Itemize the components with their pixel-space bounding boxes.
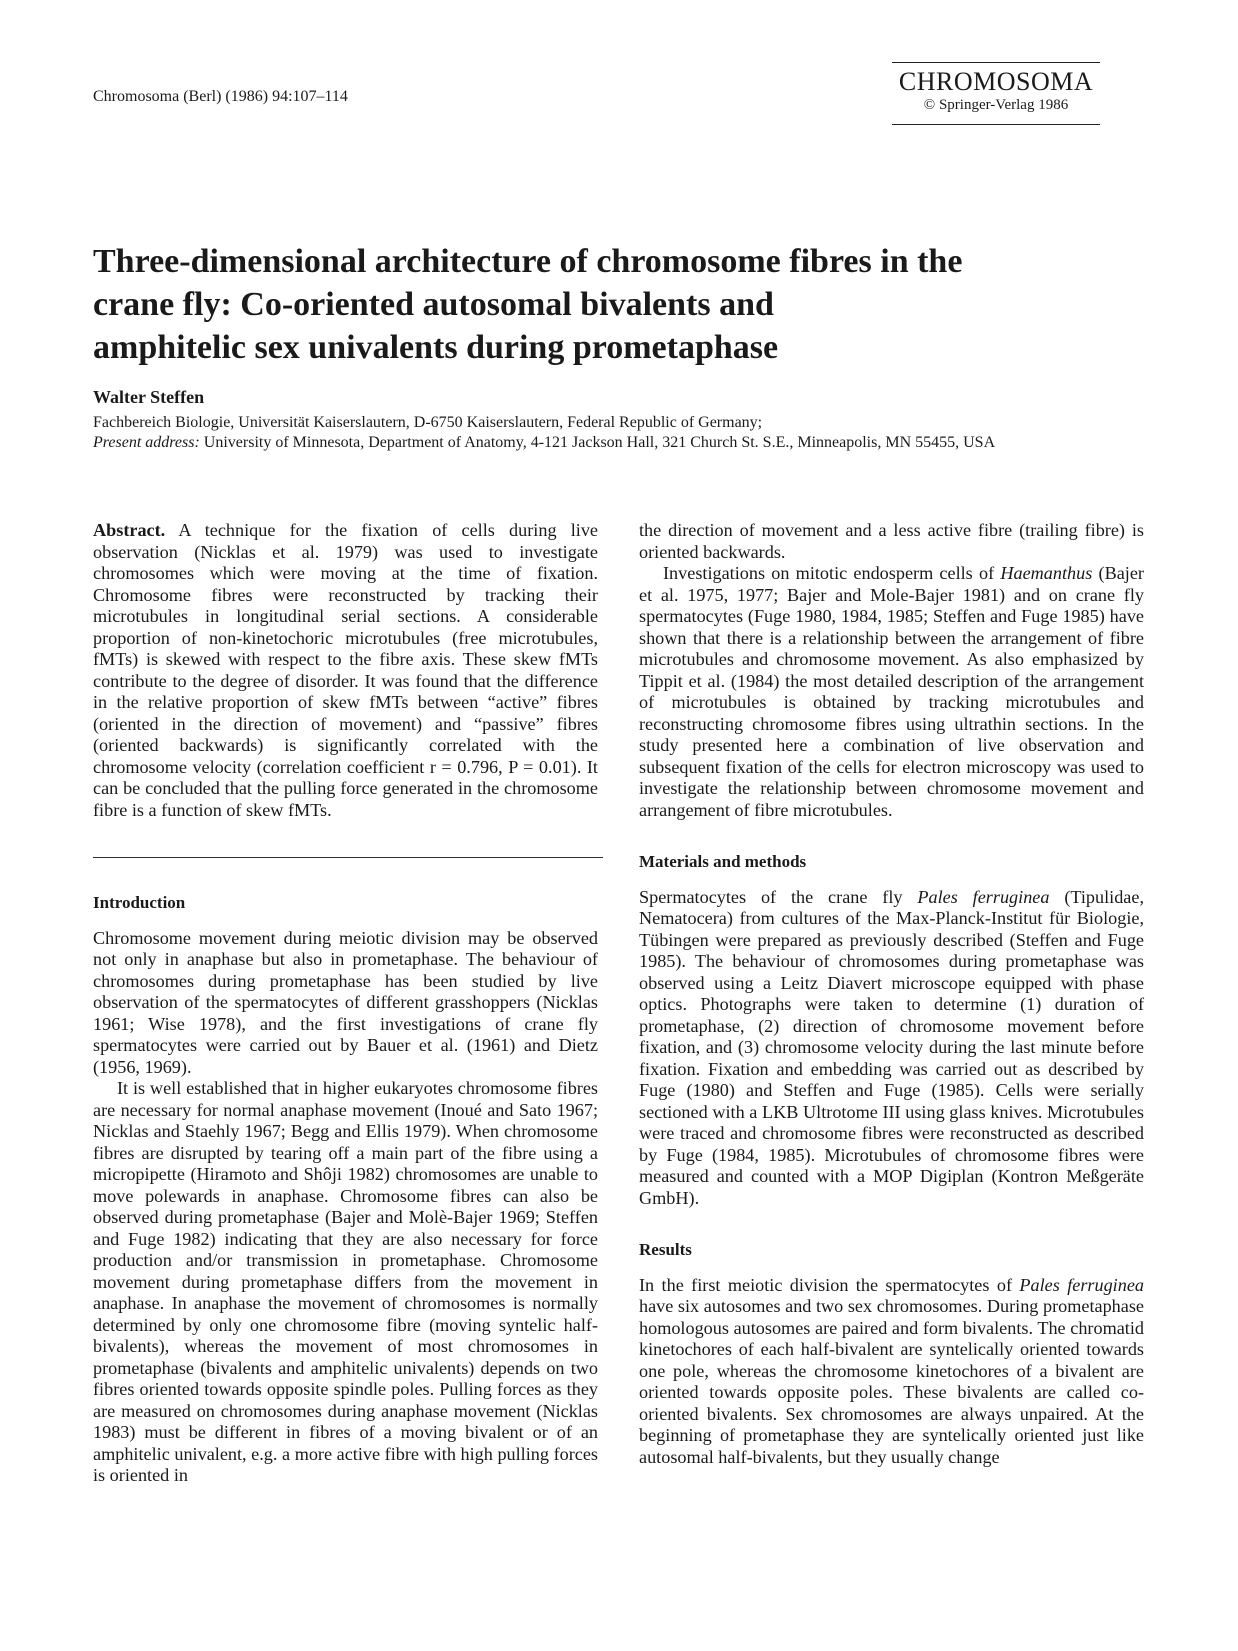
methods-text-a: Spermatocytes of the crane fly xyxy=(639,886,918,907)
title-line-3: amphitelic sex univalents during prometaphase xyxy=(93,329,779,366)
present-address-text: University of Minnesota, Department of Anatomy, 4-121 Jackson Hall, 321 Church St. S.E., Minneapolis, MN 55455, USA xyxy=(199,434,996,451)
methods-text-b: (Tipulidae, Nematocera) from cultures of the Max-Planck-Institut für Biologie, Tübingen were prepared as previously described (Steffen and Fuge 1985). The behaviour of chromosomes during prometaphase was observed using a Leitz Diavert microscope equipped with phase optics. Photographs were taken to determine (1) duration of prometaphase, (2) direction of chromosome movement before fixation, and (3) chromosome velocity during the last minute before fixation. Fixation and embedding was carried out as described by Fuge (1980) and Steffen and Fuge (1985). Cells were serially sectioned with a LKB Ultrotome III using glass knives. Microtubules were traced and chromosome fibres were reconstructed as described by Fuge (1984, 1985). Microtubules of chromosome fibres were measured and counted with a MOP Digiplan (Kontron Meßgeräte GmbH). xyxy=(639,886,1144,1208)
article-title xyxy=(93,240,1093,369)
title-line-2: crane fly: Co-oriented autosomal bivalents and xyxy=(93,286,774,323)
journal-reference: Chromosoma (Berl) (1986) 94:107–114 xyxy=(93,88,348,105)
results-paragraph xyxy=(639,1275,1144,1469)
introduction-paragraph-1: Chromosome movement during meiotic division may be observed not only in anaphase but also in prometaphase. The behaviour of chromosomes during prometaphase has been studied by live observation of the spermatocytes of different grasshoppers (Nicklas 1961; Wise 1978), and the first investigations of crane fly spermatocytes were carried out by Bauer et al. (1961) and Dietz (1956, 1969). xyxy=(93,927,598,1077)
journal-brand xyxy=(892,62,1100,125)
introduction-paragraph-2-continued: the direction of movement and a less active fibre (trailing fibre) is oriented backwards. xyxy=(639,520,1144,562)
abstract-divider xyxy=(93,857,603,858)
author-affiliation xyxy=(93,413,1153,453)
abstract-text: A technique for the fixation of cells during live observation (Nicklas et al. 1979) was used to investigate chromosomes which were moving at the time of fixation. Chromosome fibres were reconstructed by tracking their microtubules in longitudinal serial sections. A considerable proportion of non-kinetochoric microtubules (free microtubules, fMTs) is skewed with respect to the fibre axis. These skew fMTs contribute to the degree of disorder. It was found that the difference in the relative proportion of skew fMTs between “active” fibres (oriented in the direction of movement) and “passive” fibres (oriented backwards) is significantly correlated with the chromosome velocity (correlation coefficient r = 0.796, P = 0.01). It can be concluded that the pulling force generated in the chromosome fibre is a function of skew fMTs. xyxy=(93,520,598,820)
author-name: Walter Steffen xyxy=(93,387,205,407)
results-text-b: have six autosomes and two sex chromosomes. During prometaphase homologous autosomes are paired and form bivalents. The chromatid kinetochores of each half-bivalent are syntelically oriented towards one pole, whereas the chromosome kinetochores of a bivalent are oriented towards opposite poles. These bivalents are called co-oriented bivalents. Sex chromosomes are always unpaired. At the beginning of prometaphase they are syntelically oriented just like autosomal half-bivalents, but they usually change xyxy=(639,1296,1144,1467)
present-address-label: Present address: xyxy=(93,434,200,451)
intro-p3-text-b: (Bajer et al. 1975, 1977; Bajer and Mole-Bajer 1981) and on crane fly spermatocytes (Fuge 1980, 1984, 1985; Steffen and Fuge 1985) have shown that there is a relationship between the arrangement of fibre microtubules and chromosome movement. As also emphasized by Tippit et al. (1984) the most detailed description of the arrangement of microtubules is obtained by tracking microtubules and reconstructing chromosome fibres using ultrathin sections. In the study presented here a combination of live observation and subsequent fixation of the cells for electron microscopy was used to investigate the relationship between chromosome movement and arrangement of fibre microtubules. xyxy=(639,563,1144,820)
abstract-paragraph xyxy=(93,520,598,821)
publisher-line: © Springer-Verlag 1986 xyxy=(923,97,1069,113)
brand-rule-top xyxy=(892,62,1100,63)
results-heading: Results xyxy=(639,1240,692,1259)
results-text-a: In the first meiotic division the spermatocytes of xyxy=(639,1274,1020,1295)
introduction-paragraph-3 xyxy=(639,563,1144,821)
methods-paragraph xyxy=(639,887,1144,1210)
brand-rule-bottom xyxy=(892,124,1100,125)
abstract-label: Abstract. xyxy=(93,520,166,540)
right-column xyxy=(639,520,1144,1468)
methods-heading: Materials and methods xyxy=(639,852,807,871)
title-line-1: Three-dimensional architecture of chromosome fibres in the xyxy=(93,243,963,280)
genus-haemanthus: Haemanthus xyxy=(1000,563,1093,583)
intro-p3-text-a: Investigations on mitotic endosperm cells of xyxy=(663,563,1001,583)
introduction-paragraph-2: It is well established that in higher eukaryotes chromosome fibres are necessary for normal anaphase movement (Inoué and Sato 1967; Nicklas and Staehly 1967; Begg and Ellis 1979). When chromosome fibres are disrupted by tearing off a main part of the fibre using a micropipette (Hiramoto and Shôji 1982) chromosomes are unable to move polewards in anaphase. Chromosome fibres can also be observed during prometaphase (Bajer and Molè-Bajer 1969; Steffen and Fuge 1982) indicating that they are also necessary for force production and/or transmission in prometaphase. Chromosome movement during prometaphase differs from the movement in anaphase. In anaphase the movement of chromosomes is normally determined by only one chromosome fibre (moving syntelic half-bivalents), whereas the movement of most chromosomes in prometaphase (bivalents and amphitelic univalents) depends on two fibres oriented towards opposite spindle poles. Pulling forces as they are measured on chromosomes during anaphase movement (Nicklas 1983) must be different in fibres of a moving bivalent or of an amphitelic univalent, e.g. a more active fibre with high pulling forces is oriented in xyxy=(93,1078,598,1485)
species-name: Pales ferruginea xyxy=(917,886,1050,907)
introduction-heading: Introduction xyxy=(93,893,186,912)
left-column xyxy=(93,520,598,1487)
journal-name: CHROMOSOMA xyxy=(898,67,1094,96)
affiliation-text: Fachbereich Biologie, Universität Kaiserslautern, D-6750 Kaiserslautern, Federal Republic of Germany; xyxy=(93,414,763,431)
results-species-name: Pales ferruginea xyxy=(1019,1274,1144,1295)
